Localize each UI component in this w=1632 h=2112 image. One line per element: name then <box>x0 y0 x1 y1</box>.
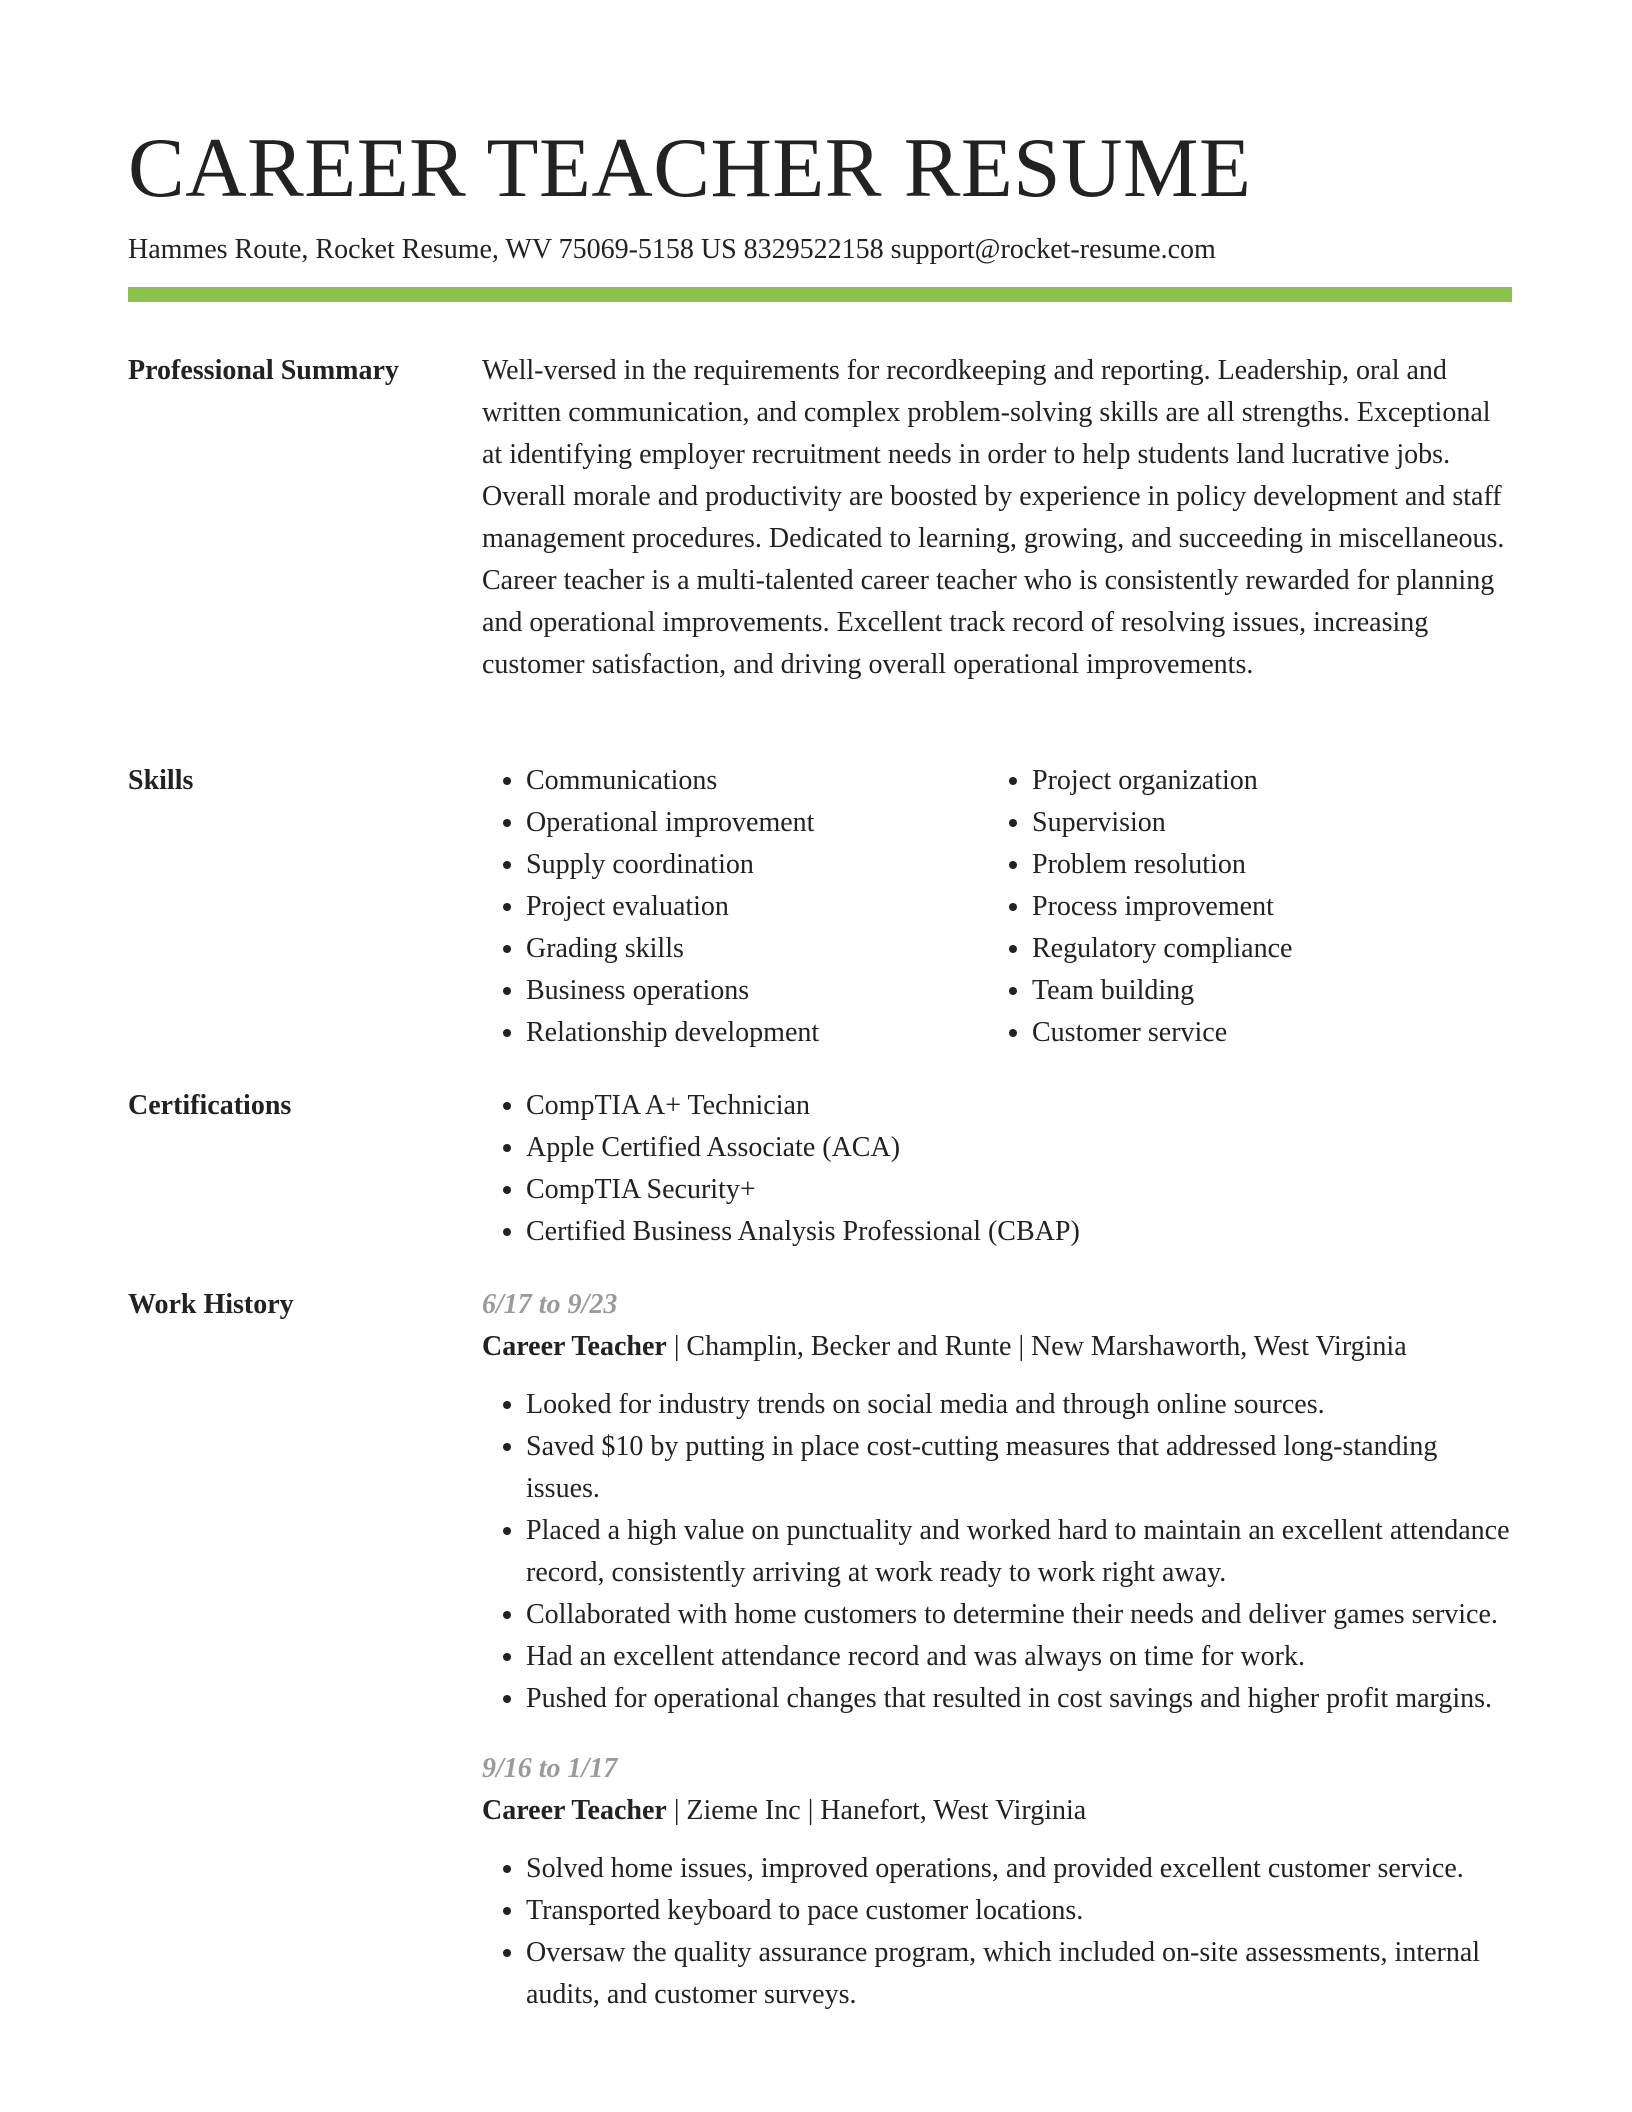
job-heading <box>482 1790 1512 1832</box>
job-bullet: • Saved $10 by putting in place cost-cutting measures that addressed long-standing issues. <box>526 1426 1512 1510</box>
skills-heading: Skills <box>128 765 194 796</box>
skill-item: • Relationship development <box>526 1012 988 1054</box>
skills-column-right <box>988 760 1494 1054</box>
accent-divider <box>128 287 1512 302</box>
job-dates: 9/16 to 1/17 <box>482 1753 618 1784</box>
certification-item: • Apple Certified Associate (ACA) <box>526 1127 1512 1169</box>
job-bullet: • Collaborated with home customers to determine their needs and deliver games service. <box>526 1594 1512 1636</box>
skill-item: • Supply coordination <box>526 844 988 886</box>
certification-item: • Certified Business Analysis Professional (CBAP) <box>526 1211 1512 1253</box>
work-history-section <box>482 1284 1512 2044</box>
job-entry <box>482 1748 1512 2016</box>
skill-item: • Project evaluation <box>526 886 988 928</box>
certifications-section <box>482 1085 1512 1253</box>
skill-item: • Customer service <box>1032 1012 1494 1054</box>
skill-item: • Problem resolution <box>1032 844 1494 886</box>
contact-line: Hammes Route, Rocket Resume, WV 75069-5158 US 8329522158 support@rocket-resume.com <box>128 234 1216 265</box>
job-title: Career Teacher <box>482 1795 667 1826</box>
certification-item: • CompTIA A+ Technician <box>526 1085 1512 1127</box>
job-dates: 6/17 to 9/23 <box>482 1289 618 1320</box>
skill-item: • Team building <box>1032 970 1494 1012</box>
skills-section <box>482 760 1512 1054</box>
job-entry <box>482 1284 1512 1720</box>
job-details: | Champlin, Becker and Runte | New Marshaworth, West Virginia <box>666 1331 1407 1362</box>
skill-item: • Project organization <box>1032 760 1494 802</box>
summary-heading: Professional Summary <box>128 355 399 386</box>
job-bullet: • Looked for industry trends on social media and through online sources. <box>526 1384 1512 1426</box>
certification-item: • CompTIA Security+ <box>526 1169 1512 1211</box>
summary-text: Well-versed in the requirements for recordkeeping and reporting. Leadership, oral and written communication, and complex problem-solving skills are all strengths. Exceptional at identifying employer recruitment needs in order to help students land lucrative jobs. Overall morale and productivity are boosted by experience in policy development and staff management procedures. Dedicated to learning, growing, and succeeding in miscellaneous. Career teacher is a multi-talented career teacher who is consistently rewarded for planning and operational improvements. Excellent track record of resolving issues, increasing customer satisfaction, and driving overall operational improvements. <box>482 355 1505 680</box>
skill-item: • Operational improvement <box>526 802 988 844</box>
skill-item: • Grading skills <box>526 928 988 970</box>
certifications-heading: Certifications <box>128 1090 292 1121</box>
job-title: Career Teacher <box>482 1331 667 1362</box>
skill-item: • Process improvement <box>1032 886 1494 928</box>
job-bullet: • Transported keyboard to pace customer locations. <box>526 1890 1512 1932</box>
job-bullet: • Solved home issues, improved operations, and provided excellent customer service. <box>526 1848 1512 1890</box>
skill-item: • Supervision <box>1032 802 1494 844</box>
summary-section <box>482 350 1512 686</box>
job-heading <box>482 1326 1512 1368</box>
skill-item: • Business operations <box>526 970 988 1012</box>
job-bullet: • Had an excellent attendance record and was always on time for work. <box>526 1636 1512 1678</box>
job-details: | Zieme Inc | Hanefort, West Virginia <box>666 1795 1087 1826</box>
job-bullet: • Oversaw the quality assurance program, which included on-site assessments, internal audits, and customer surveys. <box>526 1932 1512 2016</box>
job-bullet: • Placed a high value on punctuality and worked hard to maintain an excellent attendance record, consistently arriving at work ready to work right away. <box>526 1510 1512 1594</box>
work-history-heading: Work History <box>128 1289 294 1320</box>
skill-item: • Regulatory compliance <box>1032 928 1494 970</box>
skills-column-left <box>482 760 988 1054</box>
resume-title: CAREER TEACHER RESUME <box>128 121 1252 215</box>
job-bullet: • Pushed for operational changes that resulted in cost savings and higher profit margins. <box>526 1678 1512 1720</box>
skill-item: • Communications <box>526 760 988 802</box>
